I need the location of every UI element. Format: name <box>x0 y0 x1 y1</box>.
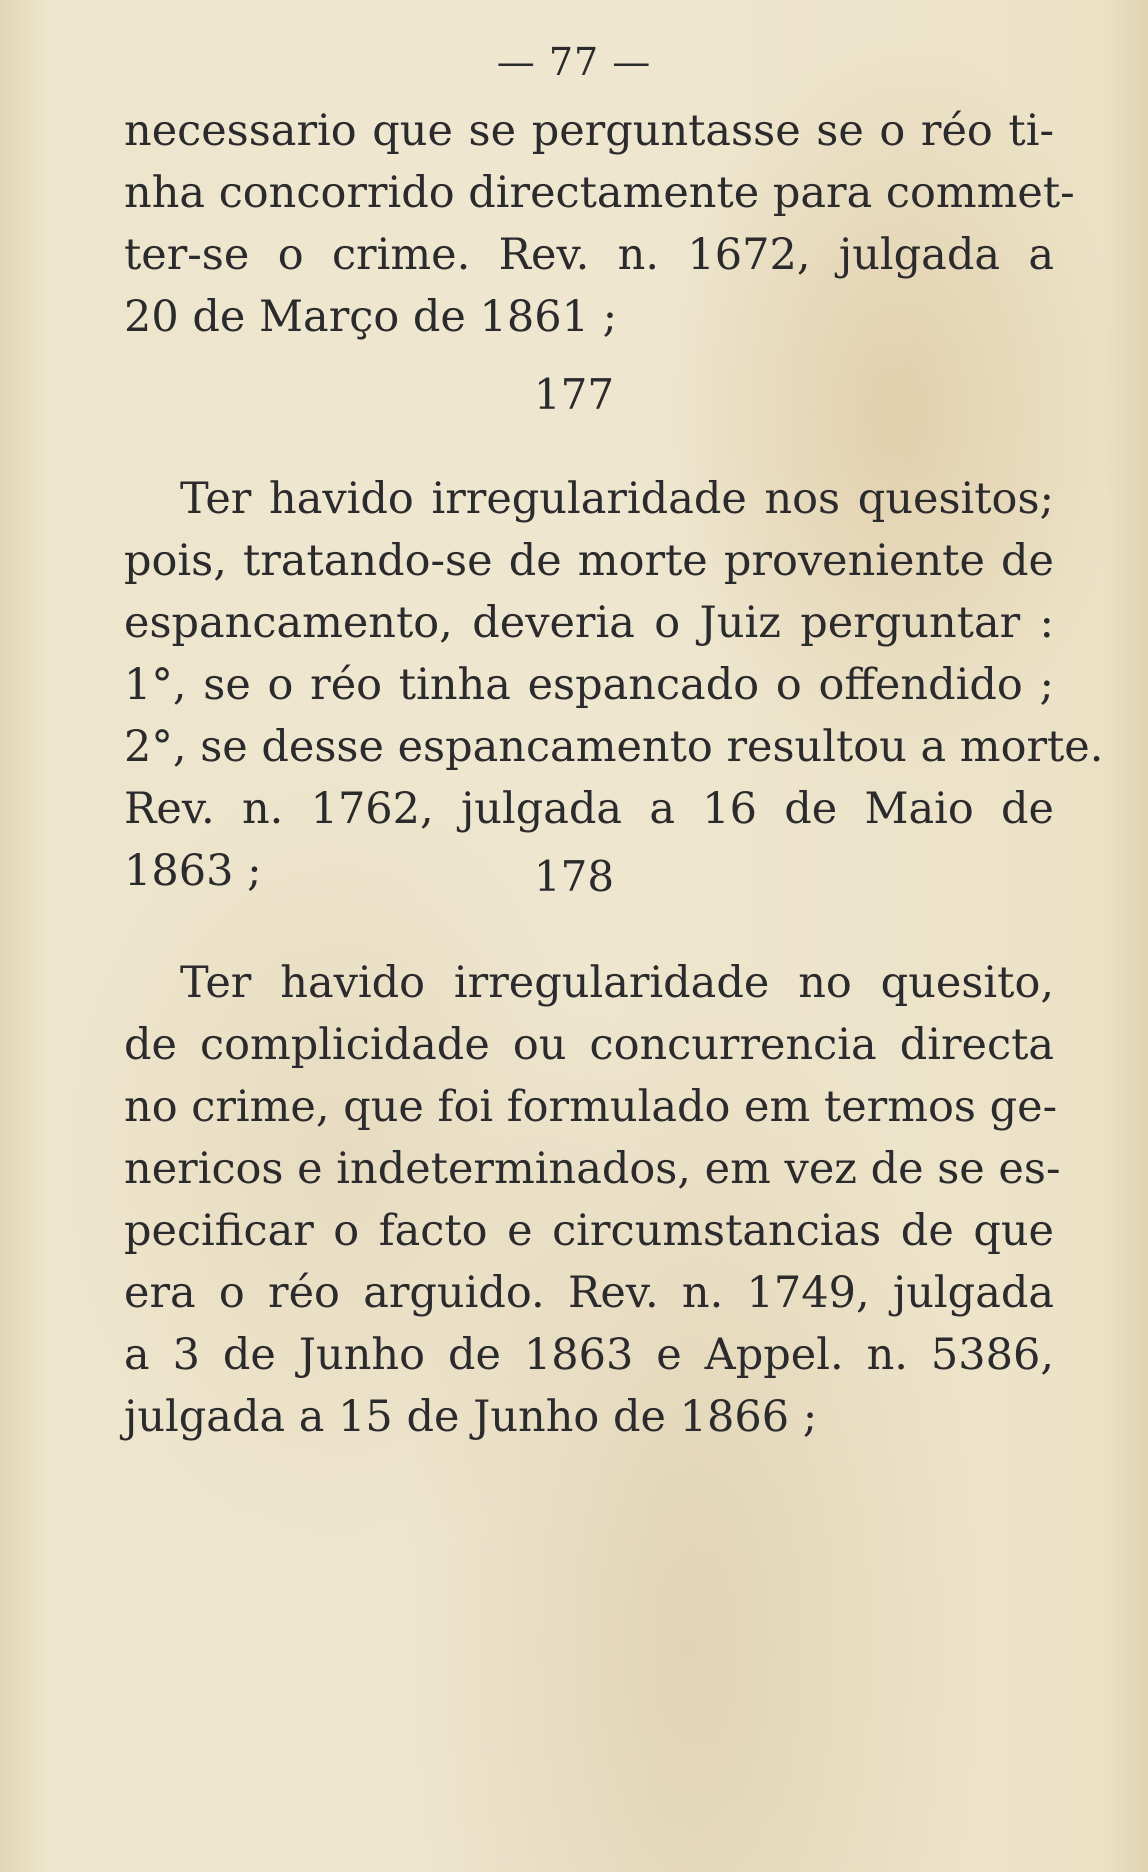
text-line: 2°, se desse espancamento resultou a morte. <box>124 722 1104 772</box>
text-line: nericos e indeterminados, em vez de se es- <box>124 1144 1061 1194</box>
section-number-178: 178 <box>533 852 615 901</box>
text-line: pecificar o facto e circumstancias de que <box>124 1206 1054 1256</box>
text-line: espancamento, deveria o Juiz perguntar : <box>124 598 1054 648</box>
text-line: Ter havido irregularidade nos quesitos; <box>180 474 1054 524</box>
text-line: ter-se o crime. Rev. n. 1672, julgada a <box>124 230 1054 280</box>
text-line: nha concorrido directamente para commet- <box>124 168 1075 218</box>
text-line: 1863 ; <box>124 846 262 896</box>
text-line: julgada a 15 de Junho de 1866 ; <box>124 1392 818 1442</box>
text-line: Rev. n. 1762, julgada a 16 de Maio de <box>124 784 1054 834</box>
text-line: no crime, que foi formulado em termos ge- <box>124 1082 1058 1132</box>
paragraph-178 <box>124 952 1061 1448</box>
text-line: necessario que se perguntasse se o réo ti- <box>124 106 1054 156</box>
text-line: 1°, se o réo tinha espancado o offendido ; <box>124 660 1054 710</box>
page-number: — 77 — <box>496 40 652 84</box>
text-line: de complicidade ou concurrencia directa <box>124 1020 1054 1070</box>
section-number-177: 177 <box>533 370 615 419</box>
text-line: pois, tratando-se de morte proveniente de <box>124 536 1054 586</box>
text-line: 20 de Março de 1861 ; <box>124 292 618 342</box>
paragraph-177 <box>124 468 1104 902</box>
paragraph-continuation <box>124 100 1075 348</box>
text-line: era o réo arguido. Rev. n. 1749, julgada <box>124 1268 1054 1318</box>
text-line: a 3 de Junho de 1863 e Appel. n. 5386, <box>124 1330 1054 1380</box>
text-line: Ter havido irregularidade no quesito, <box>180 958 1054 1008</box>
